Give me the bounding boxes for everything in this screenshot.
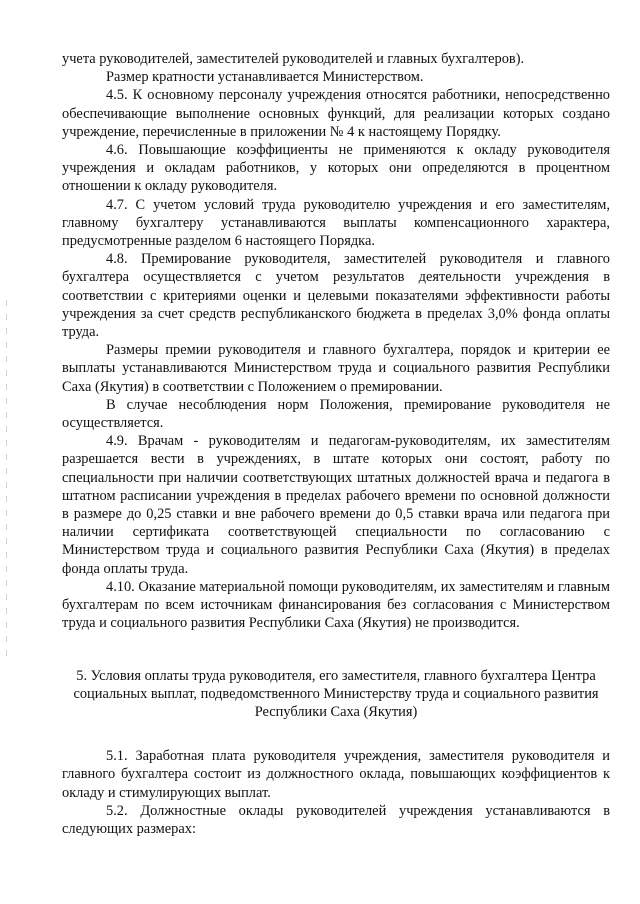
paragraph-5-1: 5.1. Заработная плата руководителя учреждения, заместителя руководителя и главного бухгалтера состоит из должностного оклада, повышающих коэффициентов к окладу и стимулирующих выплат. [62, 748, 610, 801]
paragraph-4-10: 4.10. Оказание материальной помощи руководителям, их заместителям и главным бухгалтерам по всем источникам финансирования без согласования с Министерством труда и социального развития Республики Саха (Якутия) не производится. [62, 578, 610, 632]
paragraph-4-7: 4.7. С учетом условий труда руководителю учреждения и его заместителям, главному бухгалтеру устанавливаются выплаты компенсационного характера, предусмотренные разделом 6 настоящего Порядка. [62, 196, 610, 250]
section-5-heading: 5. Условия оплаты труда руководителя, его заместителя, главного бухгалтера Центра социальных выплат, подведомственного Министерству труда и социального развития Республики Саха (Якутия) [73, 667, 599, 720]
paragraph-4-5: 4.5. К основному персоналу учреждения относятся работники, непосредственно обеспечивающие выполнение основных функций, для реализации которых создано учреждение, перечисленные в приложении № 4 к настоящему Порядку. [62, 87, 610, 140]
section-5-body [62, 747, 610, 838]
paragraph-cont: учета руководителей, заместителей руководителей и главных бухгалтеров). [62, 51, 525, 67]
paragraph-5-2: 5.2. Должностные оклады руководителей учреждения устанавливаются в следующих размерах: [62, 802, 610, 837]
scan-edge-mark [6, 300, 7, 660]
document-page [62, 50, 610, 838]
paragraph-4-8: 4.8. Премирование руководителя, заместителей руководителя и главного бухгалтера осуществляется с учетом результатов деятельности учреждения в соответствии с критериями оценки и целевыми показателями эффективности работы учреждения за счет средств республиканского бюджета в пределах 3,0% фонда оплаты труда. [62, 251, 610, 341]
paragraph-mult: Размер кратности устанавливается Министерством. [106, 69, 424, 86]
paragraph-bonus: Размеры премии руководителя и главного бухгалтера, порядок и критерии ее выплаты устанавливаются Министерством труда и социального развития Республики Саха (Якутия) в соответствии с Положением о премировании. [62, 342, 610, 395]
section-4-continued [62, 50, 610, 633]
paragraph-4-6: 4.6. Повышающие коэффициенты не применяются к окладу руководителя учреждения и окладам работников, у которых они определяются в процентном отношении к окладу руководителя. [62, 142, 610, 195]
paragraph-4-9: 4.9. Врачам - руководителям и педагогам-руководителям, их заместителям разрешается вести в учреждениях, в штате которых они состоят, работу по специальности при наличии соответствующих штатных должностей врача и педагога в штатном расписании учреждения в пределах рабочего времени по основной должности в размере до 0,25 ставки и вне рабочего времени до 0,5 ставки врача или педагога при наличии сертификата соответствующей специальности по согласованию с Министерством труда и социального развития Республики Саха (Якутия) в пределах фонда оплаты труда. [62, 433, 610, 577]
paragraph-nonc: В случае несоблюдения норм Положения, премирование руководителя не осуществляется. [62, 396, 610, 432]
